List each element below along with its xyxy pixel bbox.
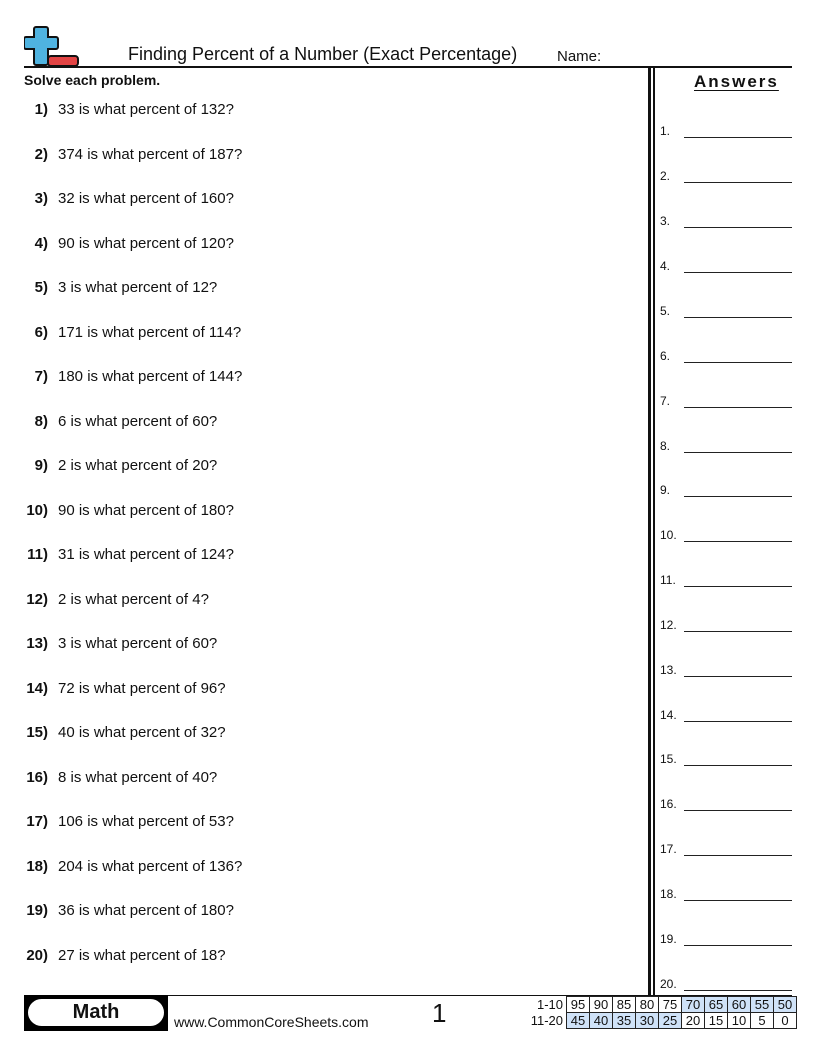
problem-text: 3 is what percent of 12? xyxy=(58,279,218,296)
problem-text: 180 is what percent of 144? xyxy=(58,368,243,385)
answer-blank[interactable] xyxy=(660,388,792,408)
problem-number: 2) xyxy=(34,146,48,163)
problem-text: 171 is what percent of 114? xyxy=(58,324,242,341)
answer-line xyxy=(684,407,792,408)
problem-text: 8 is what percent of 40? xyxy=(58,769,218,786)
problem-item xyxy=(0,457,620,474)
site-url: www.CommonCoreSheets.com xyxy=(174,1014,369,1030)
answer-line xyxy=(684,586,792,587)
problem-number: 7) xyxy=(34,368,48,385)
problem-text: 27 is what percent of 18? xyxy=(58,947,226,964)
problem-text: 40 is what percent of 32? xyxy=(58,724,226,741)
problem-number: 17) xyxy=(26,813,48,830)
problem-number: 16) xyxy=(26,769,48,786)
score-cell: 70 xyxy=(682,997,705,1013)
problem-item xyxy=(0,591,620,608)
score-cell: 95 xyxy=(567,997,590,1013)
plus-minus-logo-icon xyxy=(24,25,80,68)
problem-number: 3) xyxy=(34,190,48,207)
answer-number: 1. xyxy=(660,124,671,138)
problem-number: 10) xyxy=(26,502,48,519)
score-cell: 10 xyxy=(728,1013,751,1029)
problem-item xyxy=(0,324,620,341)
problem-item xyxy=(0,902,620,919)
answer-blank[interactable] xyxy=(660,163,792,183)
answer-line xyxy=(684,765,792,766)
problem-number: 20) xyxy=(26,947,48,964)
answer-line xyxy=(684,990,792,991)
answer-number: 3. xyxy=(660,214,671,228)
score-cell: 75 xyxy=(659,997,682,1013)
score-cell: 15 xyxy=(705,1013,728,1029)
problem-number: 11) xyxy=(27,546,48,563)
problem-item xyxy=(0,146,620,163)
answer-blank[interactable] xyxy=(660,791,792,811)
answer-line xyxy=(684,721,792,722)
score-key-range: 1-10 xyxy=(536,997,563,1012)
problem-text: 374 is what percent of 187? xyxy=(58,146,243,163)
problem-number: 18) xyxy=(26,858,48,875)
problem-text: 204 is what percent of 136? xyxy=(58,858,243,875)
answer-number: 7. xyxy=(660,394,671,408)
answer-line xyxy=(684,496,792,497)
answer-line xyxy=(684,227,792,228)
answer-number: 15. xyxy=(660,752,677,766)
score-key-table xyxy=(528,996,797,1029)
score-cell: 60 xyxy=(728,997,751,1013)
answer-blank[interactable] xyxy=(660,926,792,946)
score-cell: 40 xyxy=(590,1013,613,1029)
score-cell: 30 xyxy=(636,1013,659,1029)
answer-blank[interactable] xyxy=(660,477,792,497)
problem-item xyxy=(0,413,620,430)
answer-number: 20. xyxy=(660,977,677,991)
problem-number: 12) xyxy=(26,591,48,608)
problem-number: 14) xyxy=(26,680,48,697)
problem-number: 19) xyxy=(26,902,48,919)
problem-item xyxy=(0,635,620,652)
answer-line xyxy=(684,541,792,542)
score-cell: 45 xyxy=(567,1013,590,1029)
answer-line xyxy=(684,272,792,273)
score-cell: 55 xyxy=(751,997,774,1013)
score-cell: 5 xyxy=(751,1013,774,1029)
answer-number: 18. xyxy=(660,887,677,901)
answer-number: 16. xyxy=(660,797,677,811)
subject-label: Math xyxy=(28,999,164,1026)
answer-number: 10. xyxy=(660,528,677,542)
page-number: 1 xyxy=(432,998,447,1028)
subject-badge xyxy=(24,995,168,1031)
problem-text: 31 is what percent of 124? xyxy=(58,546,234,563)
score-cell: 0 xyxy=(774,1013,797,1029)
answer-number: 17. xyxy=(660,842,677,856)
answer-blank[interactable] xyxy=(660,253,792,273)
answer-number: 8. xyxy=(660,439,671,453)
score-key-range: 11-20 xyxy=(530,1013,563,1028)
problem-number: 15) xyxy=(26,724,48,741)
problem-text: 6 is what percent of 60? xyxy=(58,413,218,430)
problem-item xyxy=(0,279,620,296)
answer-line xyxy=(684,182,792,183)
score-cell: 20 xyxy=(682,1013,705,1029)
answer-number: 2. xyxy=(660,169,671,183)
score-cell: 50 xyxy=(774,997,797,1013)
answer-blank[interactable] xyxy=(660,881,792,901)
answer-blank[interactable] xyxy=(660,522,792,542)
problem-number: 13) xyxy=(26,635,48,652)
problem-item xyxy=(0,368,620,385)
answer-blank[interactable] xyxy=(660,298,792,318)
score-key-row xyxy=(528,1013,797,1029)
score-cell: 35 xyxy=(613,1013,636,1029)
score-key-row xyxy=(528,997,797,1013)
answer-line xyxy=(684,900,792,901)
name-label: Name: xyxy=(557,48,602,65)
problem-text: 90 is what percent of 180? xyxy=(58,502,234,519)
answer-blank[interactable] xyxy=(660,567,792,587)
answer-blank[interactable] xyxy=(660,343,792,363)
problem-text: 106 is what percent of 53? xyxy=(58,813,234,830)
answer-number: 11. xyxy=(660,573,676,587)
answer-column-divider xyxy=(648,68,651,996)
problem-item xyxy=(0,947,620,964)
problem-text: 36 is what percent of 180? xyxy=(58,902,234,919)
answer-blank[interactable] xyxy=(660,836,792,856)
problem-item xyxy=(0,680,620,697)
problem-item xyxy=(0,502,620,519)
problem-text: 33 is what percent of 132? xyxy=(58,101,234,118)
problem-item xyxy=(0,546,620,563)
problem-number: 9) xyxy=(34,457,48,474)
instructions: Solve each problem. xyxy=(24,72,161,88)
score-cell: 90 xyxy=(590,997,613,1013)
answer-blank[interactable] xyxy=(660,208,792,228)
problem-text: 2 is what percent of 4? xyxy=(58,591,209,608)
problem-number: 8) xyxy=(34,413,48,430)
answer-line xyxy=(684,631,792,632)
answer-line xyxy=(684,317,792,318)
problem-item xyxy=(0,724,620,741)
problem-number: 5) xyxy=(34,279,48,296)
answer-blank[interactable] xyxy=(660,118,792,138)
answer-line xyxy=(684,945,792,946)
problem-item xyxy=(0,813,620,830)
answer-number: 9. xyxy=(660,483,671,497)
answer-line xyxy=(684,855,792,856)
answer-line xyxy=(684,810,792,811)
answer-number: 5. xyxy=(660,304,671,318)
answer-line xyxy=(684,452,792,453)
answer-blank[interactable] xyxy=(660,657,792,677)
answer-line xyxy=(684,137,792,138)
answer-blank[interactable] xyxy=(660,746,792,766)
problem-item xyxy=(0,101,620,118)
problem-number: 6) xyxy=(34,324,48,341)
answer-number: 12. xyxy=(660,618,677,632)
answer-line xyxy=(684,362,792,363)
answer-line xyxy=(684,676,792,677)
problem-text: 3 is what percent of 60? xyxy=(58,635,218,652)
answers-heading: Answers xyxy=(694,72,779,91)
answer-blank[interactable] xyxy=(660,971,792,991)
answer-number: 19. xyxy=(660,932,677,946)
problem-item xyxy=(0,769,620,786)
answer-number: 13. xyxy=(660,663,677,677)
problem-number: 4) xyxy=(34,235,48,252)
score-cell: 65 xyxy=(705,997,728,1013)
problem-item xyxy=(0,235,620,252)
problem-text: 2 is what percent of 20? xyxy=(58,457,218,474)
score-cell: 80 xyxy=(636,997,659,1013)
answer-number: 6. xyxy=(660,349,671,363)
problem-text: 72 is what percent of 96? xyxy=(58,680,226,697)
problem-item xyxy=(0,190,620,207)
problem-text: 90 is what percent of 120? xyxy=(58,235,234,252)
problem-item xyxy=(0,858,620,875)
score-cell: 85 xyxy=(613,997,636,1013)
answer-number: 14. xyxy=(660,708,677,722)
score-cell: 25 xyxy=(659,1013,682,1029)
answer-blank[interactable] xyxy=(660,702,792,722)
header-divider xyxy=(24,66,792,68)
problem-number: 1) xyxy=(34,101,48,118)
worksheet-title: Finding Percent of a Number (Exact Percentage) xyxy=(128,44,518,64)
answer-column-divider-inner xyxy=(653,68,655,996)
answer-number: 4. xyxy=(660,259,671,273)
answer-blank[interactable] xyxy=(660,433,792,453)
answer-blank[interactable] xyxy=(660,612,792,632)
problem-text: 32 is what percent of 160? xyxy=(58,190,234,207)
